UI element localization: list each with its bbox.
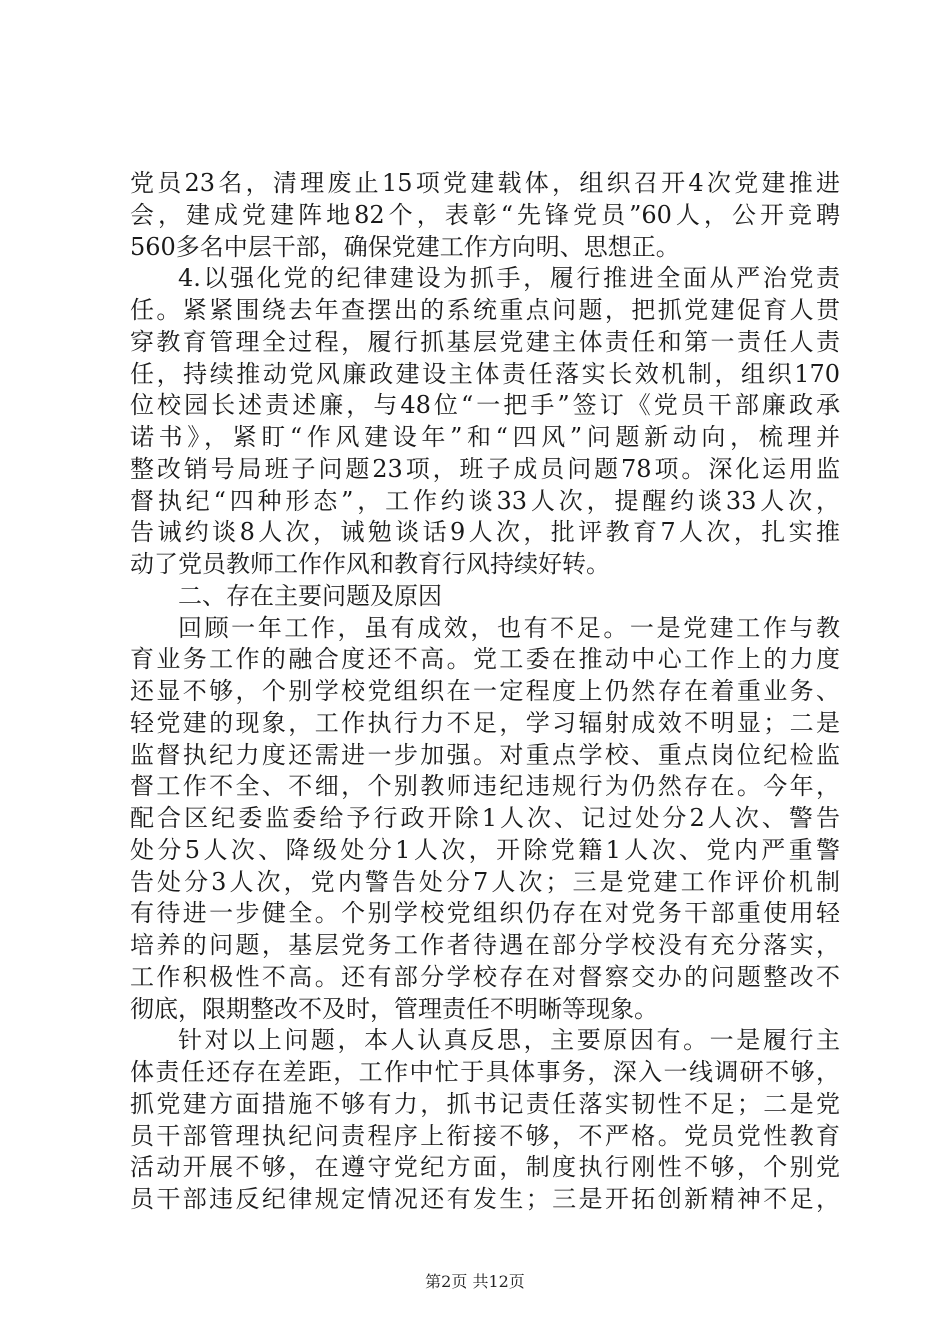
page-footer: 第2页 共12页 [425,1272,525,1291]
text-line: 工作积极性不高。还有部分学校存在对督察交办的问题整改不 [130,962,840,991]
text-line: 任。紧紧围绕去年查摆出的系统重点问题，把抓党建促育人贯 [130,296,840,324]
text-line: 任，持续推动党风廉政建设主体责任落实长效机制，组织170 [130,359,840,388]
text-line: 员干部管理执纪问责程序上衔接不够，不严格。党员党性教育 [130,1121,840,1150]
text-line: 4.以强化党的纪律建设为抓手，履行推进全面从严治党责 [178,264,840,293]
text-line: 员干部违反纪律规定情况还有发生；三是开拓创新精神不足， [130,1185,840,1213]
text-line: 动了党员教师工作作风和教育行风持续好转。 [130,550,610,578]
text-line: 诺书》，紧盯“作风建设年”和“四风”问题新动向，梳理并 [130,423,840,451]
text-line: 560多名中层干部，确保党建工作方向明、思想正。 [130,232,680,261]
text-line: 针对以上问题，本人认真反思，主要原因有。一是履行主 [178,1026,840,1055]
text-line: 穿教育管理全过程，履行抓基层党建主体责任和第一责任人责 [130,327,840,356]
text-line: 告诫约谈8人次，诫勉谈话9人次，批评教育7人次，扎实推 [130,518,840,547]
text-line: 二、存在主要问题及原因 [178,581,442,610]
text-line: 配合区纪委监委给予行政开除1人次、记过处分2人次、警告 [130,804,840,832]
text-line: 还显不够，个别学校党组织在一定程度上仍然存在着重业务、 [130,677,840,705]
text-line: 体责任还存在差距，工作中忙于具体事务，深入一线调研不够， [130,1058,840,1086]
text-line: 处分5人次、降级处分1人次，开除党籍1人次、党内严重警 [130,835,840,864]
body-text [130,168,840,1216]
text-line: 活动开展不够，在遵守党纪方面，制度执行刚性不够，个别党 [130,1153,840,1182]
text-line: 整改销号局班子问题23项，班子成员问题78项。深化运用监 [130,454,840,483]
text-line: 位校园长述责述廉，与48位“一把手”签订《党员干部廉政承 [130,391,840,420]
text-line: 监督执纪力度还需进一步加强。对重点学校、重点岗位纪检监 [130,740,840,769]
text-line: 督工作不全、不细，个别教师违纪违规行为仍然存在。今年， [130,772,840,801]
text-line: 会，建成党建阵地82个，表彰“先锋党员”60人，公开竞聘 [130,200,840,229]
text-line: 培养的问题，基层党务工作者待遇在部分学校没有充分落实， [130,931,840,959]
text-line: 轻党建的现象，工作执行力不足，学习辐射成效不明显；二是 [130,708,840,737]
text-line: 抓党建方面措施不够有力，抓书记责任落实韧性不足；二是党 [130,1089,840,1118]
text-line: 回顾一年工作，虽有成效，也有不足。一是党建工作与教 [178,613,840,642]
text-line: 彻底，限期整改不及时，管理责任不明晰等现象。 [130,994,658,1023]
text-line: 督执纪“四种形态”，工作约谈33人次，提醒约谈33人次， [130,486,840,515]
text-line: 告处分3人次，党内警告处分7人次；三是党建工作评价机制 [130,867,840,896]
text-line: 育业务工作的融合度还不高。党工委在推动中心工作上的力度 [130,645,840,674]
text-line: 党员23名，清理废止15项党建载体，组织召开4次党建推进 [130,169,840,197]
text-line: 有待进一步健全。个别学校党组织仍存在对党务干部重使用轻 [130,899,840,928]
